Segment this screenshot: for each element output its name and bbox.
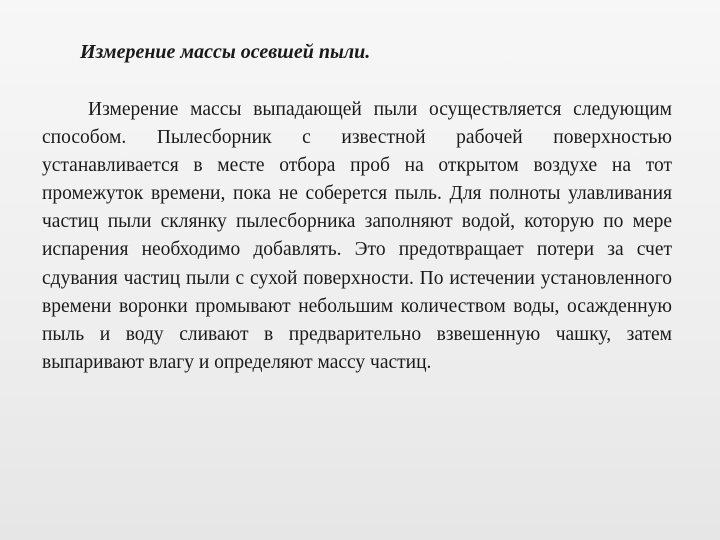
slide-title: Измерение массы осевшей пыли. <box>80 41 371 63</box>
slide-body-paragraph: Измерение массы выпадающей пыли осуществляется следующим способом. Пылесборник с известной рабочей поверхностью устанавливается в месте отбора проб на открытом воздухе на тот промежуток времени, пока не соберется пыль. Для полноты улавливания частиц пыли склянку пылесборника заполняют водой, которую по мере испарения необходимо добавлять. Это предотвращает потери за счет сдувания частиц пыли с сухой поверхности. По истечении установленного времени воронки промывают небольшим количеством воды, осажденную пыль и воду сливают в предварительно взвешенную чашку, затем выпаривают влагу и определяют массу частиц. <box>42 99 672 373</box>
